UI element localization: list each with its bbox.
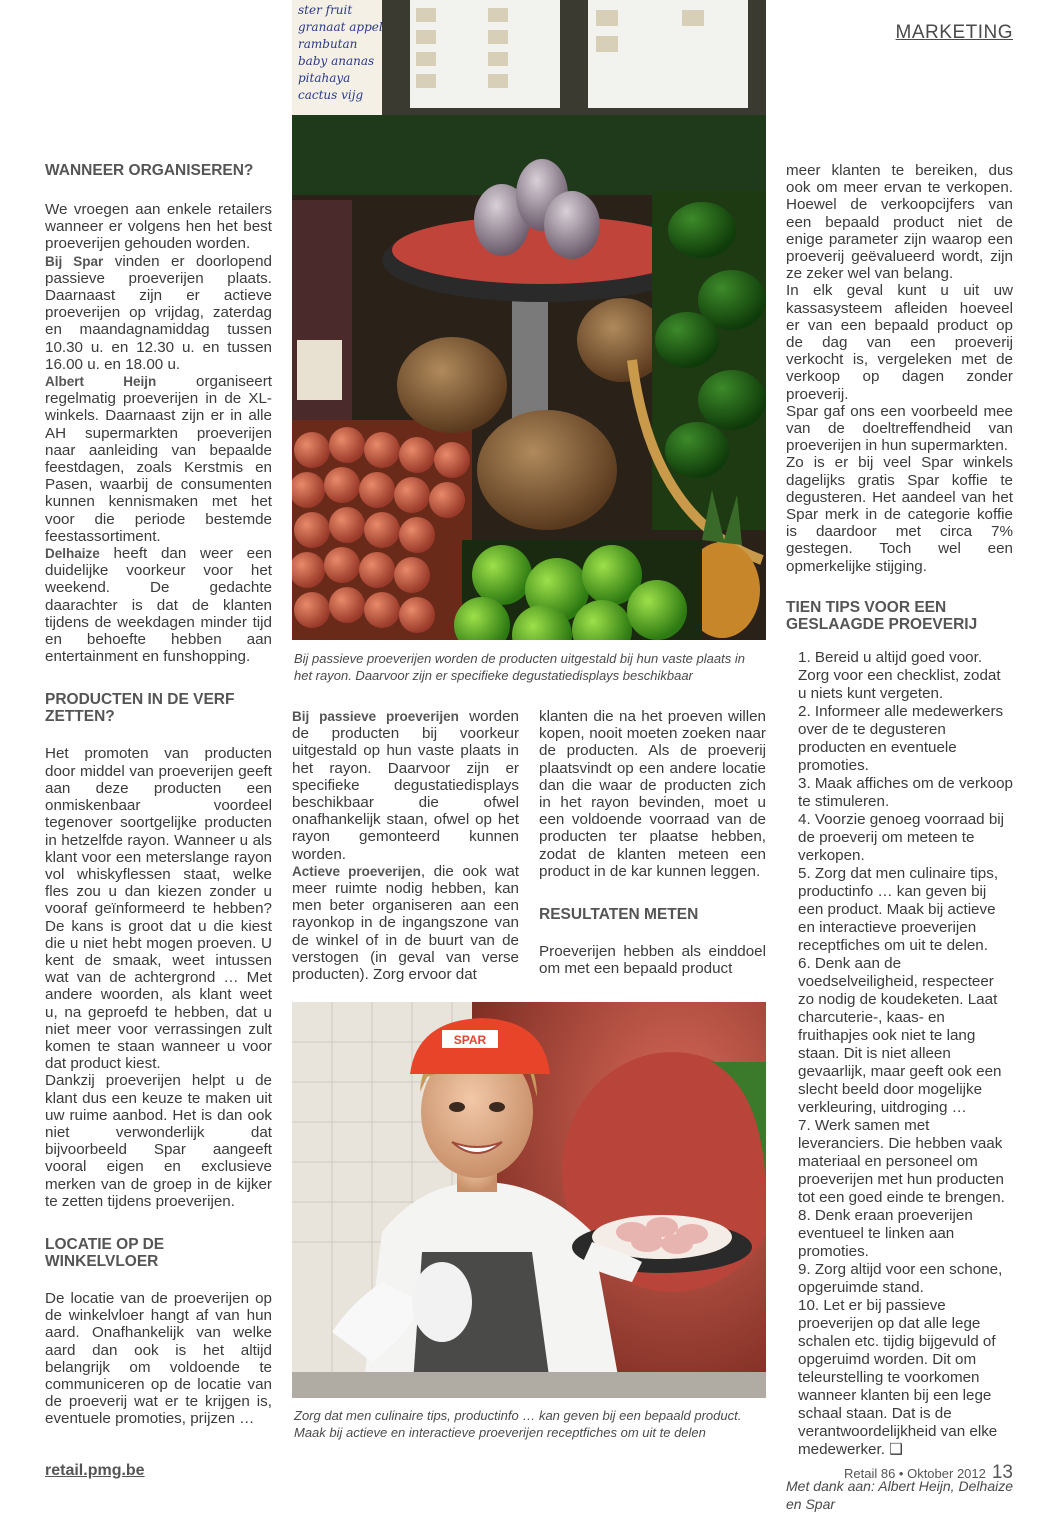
klanten-paragraph: klanten die na het proeven willen kopen, nooit moeten zoeken naar de producten. Als de proeverij plaatsvindt op een andere locatie dan die waar de producten zich in het rayon bevinden, moet u een voldoende voorraad van de producten ter plaatse hebben, zodat de klanten meteen een product in de kar kunnen leggen. [539,708,766,880]
intro-paragraph: We vroegen aan enkele retailers wanneer er volgens hen het best proeverijen gehouden worden. [45,201,272,253]
list-item: 2. Informeer alle medewerkers over de te degusteren producten en eventuele promoties. [798,702,1004,774]
actief-label: Actieve proeverijen [292,863,421,879]
passief-paragraph [292,708,519,863]
delhaize-text: heeft dan weer een duidelijke voorkeur voor het weekend. De gedachte daarachter is dat de klanten tijdens de weekdagen minder tijd en behoefte hebben aan entertainment en funshopping. [45,545,272,666]
heading-wanneer-organiseren: WANNEER ORGANISEREN? [45,162,254,179]
sign-line: ster fruit [298,3,353,17]
spar-text: vinden er doorlopend passieve proeverijen plaats. Daarnaast zijn er actieve proeverijen op vrijdag, zaterdag en maandagnamiddag tussen 10.30 u. en 12.30 u. en tussen 16.00 u. en 18.00 u. [45,252,272,373]
third-column [539,708,766,977]
ah-text: organiseert regelmatig proeverijen in de XL-winkels. Daarnaast zijn er in alle AH supermarkten proeverijen naar aanleiding van bepaalde feestdagen, zoals Kerstmis en Pasen, waarbij de consumenten kunnen kennismaken met het voor die periode bestemde feestassortiment. [45,373,272,545]
spar-label: Bij Spar [45,253,104,269]
fruit-display-photo [292,0,766,640]
issue-label: Retail 86 • Oktober 2012 [844,1466,986,1481]
list-item: 10. Let er bij passieve proeverijen op dat alle lege schalen etc. tijdig bijgevuld of opgeruimd worden. Dit om teleurstelling te voorkomen wanneer klanten bij een lege schaal staan. Dat is de verantwoordelijkheid van elke medewerker. ❑ [798,1296,998,1458]
list-item: 5. Zorg dat men culinaire tips, productinfo … kan geven bij een product. Maak bij actieve en interactieve proeverijen receptfiches om uit te delen. [798,864,999,954]
photo1-caption: Bij passieve proeverijen worden de producten uitgestald bij hun vaste plaats in het rayon. Daarvoor zijn er specifieke degustatiedisplays beschikbaar [294,651,745,683]
dankzij-paragraph: Dankzij proeverijen helpt u de klant dus een keuze te maken uit uw ruime aanbod. Het is dan ook niet verwonderlijk dat bijvoorbeeld Spar aangeeft vooral eigen en exclusieve merken van de groep in de kijker te zetten tijdens proeverijen. [45,1072,272,1210]
heading-tien-tips: TIEN TIPS VOOR EEN GESLAAGDE PROEVERIJ [786,598,978,633]
footer-issue [844,1462,1013,1484]
actief-text: , die ook wat meer ruimte nodig hebben, kan men beter organiseren aan een rayonkop in de ingangszone van de winkel of in de buurt van de verstogen (in geval van verse producten). Zorg ervoor dat [292,862,519,984]
cap-logo: SPAR [453,1033,487,1047]
photo2-caption: Zorg dat men culinaire tips, productinfo … kan geven bij een bepaald product. Maak bij actieve en interactieve proeverijen receptfiches om uit te delen [294,1408,742,1440]
ah-paragraph [45,373,272,545]
middle-column [292,708,519,983]
resultaten-paragraph: Proeverijen hebben als einddoel om met een bepaald product [539,943,766,978]
passief-label: Bij passieve proeverijen [292,709,459,724]
kassasysteem-paragraph: In elk geval kunt u uit uw kassasysteem afleiden hoeveel er van een bepaald product op de dag van een proeverij verkocht is, vergeleken met de verkoop op dagen zonder proeverij. [786,282,1013,403]
list-item: 1. Bereid u altijd goed voor. Zorg voor een checklist, zodat u niets kunt vergeten. [798,648,1001,702]
list-item: 4. Voorzie genoeg voorraad bij de proeverij om meteen te verkopen. [798,810,1005,864]
spar-paragraph [45,253,272,373]
ah-label: Albert Heijn [45,374,157,390]
tips-list [786,649,1013,1459]
heading-producten: PRODUCTEN IN DE VERF ZETTEN? [45,691,235,726]
list-item: 9. Zorg altijd voor een schone, opgeruimde stand. [798,1260,1003,1296]
page-number: 13 [991,1462,1013,1483]
sign-line: rambutan [298,37,358,51]
spar-voorbeeld-paragraph: Spar gaf ons een voorbeeld mee van de doeltreffendheid van proeverijen in hun supermarkten. [786,402,1013,455]
spar-koffie-paragraph: Zo is er bij veel Spar winkels dagelijks gratis Spar koffie te degusteren. Het aandeel van het Spar merk in de categorie koffie is daardoor met circa 7% gestegen. Toch wel een opmerkelijke stijging. [786,454,1013,575]
thanks-note: Met dank aan: Albert Heijn, Delhaize en Spar [786,1477,1013,1512]
sign-line: pitahaya [298,71,351,85]
passief-text: worden de producten bij voorkeur uitgestald op hun vaste plaats in het rayon. Daarvoor zijn er specifieke degustatiedisplays beschikbaar die ofwel onafhankelijk staan, ofwel op het rayon gemonteerd kunnen worden. [292,708,519,863]
footer-url[interactable]: retail.pmg.be [45,1462,145,1479]
bereiken-paragraph: meer klanten te bereiken, dus ook om meer ervan te verkopen. Hoewel de verkoopcijfers van een bepaald product niet de enige parameter zijn waarop een proeverij geëvalueerd wordt, zijn ze zeker wel van belang. [786,162,1013,283]
list-item: 6. Denk aan de voedselveiligheid, respecteer zo nodig de koudeketen. Laat charcuterie-, kaas- en fruithapjes ook niet te lang staan. Dit is niet alleen gevaarlijk, maar geeft ook een slecht beeld door mogelijke verkleuring, uitdroging … [798,954,1002,1116]
delhaize-label: Delhaize [45,546,100,562]
list-item: 8. Denk eraan proeverijen eventueel te linken aan promoties. [798,1206,973,1260]
sign-line: baby ananas [298,54,375,68]
sign-line: cactus vijg [298,88,364,102]
list-item: 7. Werk samen met leveranciers. Die hebben vaak materiaal en personeel om proeverijen met hun producten tot een goed einde te brengen. [798,1116,1005,1206]
delhaize-paragraph [45,545,272,665]
producten-paragraph: Het promoten van producten door middel van proeverijen geeft aan deze producten een onmiskenbaar voordeel tegenover soortgelijke producten in hetzelfde rayon. Wanneer u als klant voor een meterslange rayon vol whiskyflessen staat, welke fles zou u dan kiezen zonder u vooraf geïnformeerd te hebben? De kans is groot dat u die kiest die u niet hebt mogen proeven. U kent de smaak, weet intussen wat van de achtergrond … Met andere woorden, als klant weet u, na geproefd te hebben, dat u niet meer voor verrassingen zult komen te staan wanneer u voor dat product kiest. [45,745,272,1073]
section-label: MARKETING [895,22,1013,43]
spar-employee-photo [292,1002,766,1398]
locatie-paragraph: De locatie van de proeverijen op de winkelvloer hangt af van hun aard. Onafhankelijk van welke aard dan ook is het altijd belangrijk om voldoende te communiceren op de locatie van de proeverij wat er te krijgen is, eventuele promoties, prijzen … [45,1289,272,1428]
sign-line: granaat appel [298,20,383,34]
list-item: 3. Maak affiches om de verkoop te stimuleren. [798,774,1013,810]
right-column [786,162,1013,1513]
heading-resultaten: RESULTATEN METEN [539,906,699,924]
actief-paragraph [292,863,519,983]
left-column [45,162,272,1428]
heading-locatie: LOCATIE OP DE WINKELVLOER [45,1235,165,1270]
